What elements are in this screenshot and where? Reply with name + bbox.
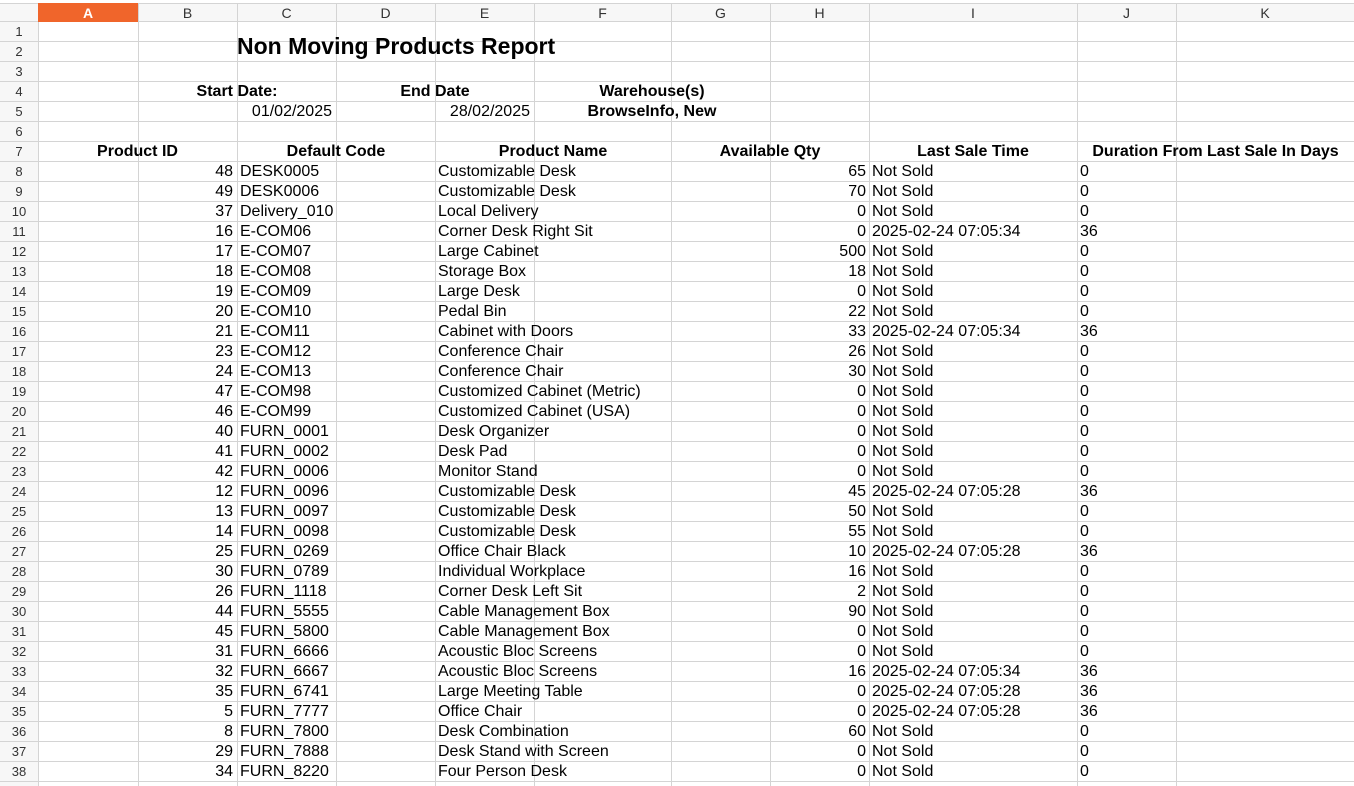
- product-id-cell[interactable]: 12: [215, 483, 233, 500]
- default-code-cell[interactable]: E-COM11: [240, 323, 310, 340]
- product-id-cell[interactable]: 49: [215, 183, 233, 200]
- header-duration-days: Duration From Last Sale In Days: [1092, 143, 1339, 160]
- available-qty-cell[interactable]: 0: [857, 403, 866, 420]
- product-id-cell[interactable]: 42: [215, 463, 233, 480]
- duration-days-cell[interactable]: 36: [1080, 543, 1098, 560]
- last-sale-time-cell[interactable]: Not Sold: [872, 403, 934, 420]
- row-header-1[interactable]: 1: [15, 24, 23, 39]
- last-sale-time-cell[interactable]: Not Sold: [872, 603, 934, 620]
- product-name-cell[interactable]: Desk Organizer: [438, 423, 550, 440]
- default-code-cell[interactable]: E-COM99: [240, 403, 312, 420]
- row-header-18[interactable]: 18: [11, 364, 27, 379]
- product-id-cell[interactable]: 13: [215, 503, 233, 520]
- row-header-11[interactable]: 11: [12, 224, 26, 239]
- default-code-cell[interactable]: FURN_0001: [240, 423, 329, 440]
- row-header-14[interactable]: 14: [11, 284, 27, 299]
- available-qty-cell[interactable]: 16: [848, 663, 866, 680]
- duration-days-cell[interactable]: 0: [1080, 743, 1089, 760]
- product-id-cell[interactable]: 41: [215, 443, 233, 460]
- available-qty-cell[interactable]: 500: [839, 243, 866, 260]
- row-header-2[interactable]: 2: [15, 44, 23, 59]
- column-header-i[interactable]: I: [971, 4, 975, 21]
- available-qty-cell[interactable]: 33: [848, 323, 866, 340]
- duration-days-cell[interactable]: 0: [1080, 283, 1089, 300]
- duration-days-cell[interactable]: 36: [1080, 683, 1098, 700]
- last-sale-time-cell[interactable]: 2025-02-24 07:05:28: [872, 543, 1021, 560]
- column-header-d[interactable]: D: [380, 4, 391, 21]
- last-sale-time-cell[interactable]: Not Sold: [872, 623, 934, 640]
- duration-days-cell[interactable]: 0: [1080, 363, 1089, 380]
- row-header-5[interactable]: 5: [15, 104, 23, 119]
- product-id-cell[interactable]: 46: [215, 403, 233, 420]
- row-header-22[interactable]: 22: [11, 444, 27, 459]
- column-header-a[interactable]: A: [38, 3, 138, 22]
- product-id-cell[interactable]: 16: [215, 223, 233, 240]
- row-header-28[interactable]: 28: [11, 564, 27, 579]
- product-id-cell[interactable]: 19: [215, 283, 233, 300]
- grid-line-horizontal: [0, 61, 1354, 62]
- duration-days-cell[interactable]: 36: [1080, 703, 1098, 720]
- default-code-cell[interactable]: FURN_0096: [240, 483, 329, 500]
- last-sale-time-cell[interactable]: Not Sold: [872, 503, 934, 520]
- product-name-cell[interactable]: Four Person Desk: [438, 763, 567, 780]
- last-sale-time-cell[interactable]: Not Sold: [872, 283, 934, 300]
- row-header-37[interactable]: 37: [11, 744, 27, 759]
- product-id-cell[interactable]: 31: [215, 643, 233, 660]
- default-code-cell[interactable]: Delivery_010: [240, 203, 334, 220]
- available-qty-cell[interactable]: 0: [857, 463, 866, 480]
- column-header-g[interactable]: G: [715, 4, 726, 21]
- product-id-cell[interactable]: 23: [215, 343, 233, 360]
- row-header-34[interactable]: 34: [11, 684, 27, 699]
- available-qty-cell[interactable]: 90: [848, 603, 866, 620]
- available-qty-cell[interactable]: 22: [848, 303, 866, 320]
- product-name-cell[interactable]: Corner Desk Left Sit: [438, 583, 583, 600]
- column-header-e[interactable]: E: [479, 4, 490, 21]
- default-code-cell[interactable]: FURN_0789: [240, 563, 329, 580]
- duration-days-cell[interactable]: 0: [1080, 383, 1089, 400]
- last-sale-time-cell[interactable]: Not Sold: [872, 383, 934, 400]
- column-header-c[interactable]: C: [281, 4, 292, 21]
- default-code-cell[interactable]: FURN_5800: [240, 623, 329, 640]
- default-code-cell[interactable]: DESK0006: [240, 183, 320, 200]
- product-id-cell[interactable]: 48: [215, 163, 233, 180]
- product-name-cell[interactable]: Desk Pad: [438, 443, 508, 460]
- header-available-qty: Available Qty: [719, 143, 821, 160]
- row-header-23[interactable]: 23: [11, 464, 27, 479]
- duration-days-cell[interactable]: 0: [1080, 403, 1089, 420]
- row-header-7[interactable]: 7: [15, 144, 23, 159]
- column-header-h[interactable]: H: [814, 4, 825, 21]
- last-sale-time-cell[interactable]: Not Sold: [872, 743, 934, 760]
- available-qty-cell[interactable]: 10: [848, 543, 866, 560]
- duration-days-cell[interactable]: 0: [1080, 163, 1089, 180]
- available-qty-cell[interactable]: 45: [848, 483, 866, 500]
- duration-days-cell[interactable]: 0: [1080, 623, 1089, 640]
- default-code-cell[interactable]: FURN_7888: [240, 743, 329, 760]
- default-code-cell[interactable]: FURN_0097: [240, 503, 329, 520]
- product-name-cell[interactable]: Desk Combination: [438, 723, 569, 740]
- default-code-cell[interactable]: E-COM07: [240, 243, 312, 260]
- product-name-cell[interactable]: Customizable Desk: [438, 183, 576, 200]
- row-header-33[interactable]: 33: [11, 664, 27, 679]
- product-id-cell[interactable]: 30: [215, 563, 233, 580]
- product-name-cell[interactable]: Large Desk: [438, 283, 520, 300]
- last-sale-time-cell[interactable]: Not Sold: [872, 723, 934, 740]
- default-code-cell[interactable]: FURN_0002: [240, 443, 329, 460]
- last-sale-time-cell[interactable]: 2025-02-24 07:05:34: [872, 323, 1021, 340]
- product-name-cell[interactable]: Corner Desk Right Sit: [438, 223, 593, 240]
- product-name-cell[interactable]: Local Delivery: [438, 203, 539, 220]
- available-qty-cell[interactable]: 2: [857, 583, 866, 600]
- last-sale-time-cell[interactable]: Not Sold: [872, 243, 934, 260]
- product-name-cell[interactable]: Office Chair Black: [438, 543, 566, 560]
- available-qty-cell[interactable]: 55: [848, 523, 866, 540]
- row-header-15[interactable]: 15: [11, 304, 27, 319]
- default-code-cell[interactable]: E-COM06: [240, 223, 312, 240]
- available-qty-cell[interactable]: 0: [857, 643, 866, 660]
- last-sale-time-cell[interactable]: Not Sold: [872, 583, 934, 600]
- duration-days-cell[interactable]: 0: [1080, 343, 1089, 360]
- product-id-cell[interactable]: 20: [215, 303, 233, 320]
- duration-days-cell[interactable]: 0: [1080, 503, 1089, 520]
- row-header-29[interactable]: 29: [11, 584, 27, 599]
- row-header-16[interactable]: 16: [11, 324, 27, 339]
- available-qty-cell[interactable]: 0: [857, 683, 866, 700]
- product-name-cell[interactable]: Conference Chair: [438, 343, 564, 360]
- available-qty-cell[interactable]: 65: [848, 163, 866, 180]
- header-product-name: Product Name: [498, 143, 608, 160]
- default-code-cell[interactable]: E-COM08: [240, 263, 312, 280]
- row-header-12[interactable]: 12: [11, 244, 27, 259]
- last-sale-time-cell[interactable]: Not Sold: [872, 183, 934, 200]
- last-sale-time-cell[interactable]: 2025-02-24 07:05:34: [872, 663, 1021, 680]
- product-id-cell[interactable]: 17: [215, 243, 233, 260]
- row-header-6[interactable]: 6: [15, 124, 23, 139]
- last-sale-time-cell[interactable]: Not Sold: [872, 523, 934, 540]
- grid-line-horizontal: [0, 41, 1354, 42]
- product-name-cell[interactable]: Acoustic Bloc Screens: [438, 663, 598, 680]
- product-name-cell[interactable]: Large Meeting Table: [438, 683, 583, 700]
- row-header-20[interactable]: 20: [11, 404, 27, 419]
- row-header-31[interactable]: 31: [11, 624, 27, 639]
- default-code-cell[interactable]: FURN_0006: [240, 463, 329, 480]
- available-qty-cell[interactable]: 26: [848, 343, 866, 360]
- default-code-cell[interactable]: DESK0005: [240, 163, 320, 180]
- product-id-cell[interactable]: 8: [224, 723, 233, 740]
- product-id-cell[interactable]: 40: [215, 423, 233, 440]
- duration-days-cell[interactable]: 36: [1080, 223, 1098, 240]
- product-name-cell[interactable]: Customizable Desk: [438, 523, 576, 540]
- last-sale-time-cell[interactable]: 2025-02-24 07:05:28: [872, 683, 1021, 700]
- product-name-cell[interactable]: Cable Management Box: [438, 603, 610, 620]
- last-sale-time-cell[interactable]: 2025-02-24 07:05:28: [872, 703, 1021, 720]
- row-header-27[interactable]: 27: [11, 544, 27, 559]
- duration-days-cell[interactable]: 0: [1080, 263, 1089, 280]
- product-id-cell[interactable]: 29: [215, 743, 233, 760]
- duration-days-cell[interactable]: 36: [1080, 483, 1098, 500]
- duration-days-cell[interactable]: 36: [1080, 323, 1098, 340]
- product-id-cell[interactable]: 32: [215, 663, 233, 680]
- product-id-cell[interactable]: 26: [215, 583, 233, 600]
- row-header-30[interactable]: 30: [11, 604, 27, 619]
- default-code-cell[interactable]: E-COM98: [240, 383, 312, 400]
- available-qty-cell[interactable]: 0: [857, 703, 866, 720]
- row-header-32[interactable]: 32: [11, 644, 27, 659]
- column-header-b[interactable]: B: [182, 4, 193, 21]
- duration-days-cell[interactable]: 36: [1080, 663, 1098, 680]
- product-id-cell[interactable]: 18: [215, 263, 233, 280]
- last-sale-time-cell[interactable]: Not Sold: [872, 363, 934, 380]
- select-all-corner[interactable]: [0, 3, 38, 22]
- duration-days-cell[interactable]: 0: [1080, 563, 1089, 580]
- report-title: Non Moving Products Report: [237, 33, 556, 59]
- duration-days-cell[interactable]: 0: [1080, 583, 1089, 600]
- last-sale-time-cell[interactable]: Not Sold: [872, 203, 934, 220]
- product-id-cell[interactable]: 24: [215, 363, 233, 380]
- available-qty-cell[interactable]: 60: [848, 723, 866, 740]
- header-last-sale-time: Last Sale Time: [917, 143, 1029, 160]
- duration-days-cell[interactable]: 0: [1080, 763, 1089, 780]
- column-header-f[interactable]: F: [598, 4, 607, 21]
- product-name-cell[interactable]: Pedal Bin: [438, 303, 507, 320]
- available-qty-cell[interactable]: 0: [857, 223, 866, 240]
- default-code-cell[interactable]: FURN_6741: [240, 683, 329, 700]
- product-id-cell[interactable]: 21: [215, 323, 233, 340]
- start-date-value: 01/02/2025: [251, 103, 332, 120]
- product-id-cell[interactable]: 35: [215, 683, 233, 700]
- product-name-cell[interactable]: Conference Chair: [438, 363, 564, 380]
- product-id-cell[interactable]: 47: [215, 383, 233, 400]
- product-name-cell[interactable]: Acoustic Bloc Screens: [438, 643, 598, 660]
- last-sale-time-cell[interactable]: Not Sold: [872, 463, 934, 480]
- product-id-cell[interactable]: 45: [215, 623, 233, 640]
- last-sale-time-cell[interactable]: Not Sold: [872, 763, 934, 780]
- last-sale-time-cell[interactable]: Not Sold: [872, 443, 934, 460]
- default-code-cell[interactable]: FURN_0098: [240, 523, 329, 540]
- product-id-cell[interactable]: 34: [215, 763, 233, 780]
- duration-days-cell[interactable]: 0: [1080, 463, 1089, 480]
- default-code-cell[interactable]: FURN_7777: [240, 703, 329, 720]
- start-date-label: Start Date:: [196, 83, 278, 100]
- default-code-cell[interactable]: FURN_7800: [240, 723, 329, 740]
- column-header-k[interactable]: K: [1260, 4, 1270, 21]
- product-name-cell[interactable]: Customizable Desk: [438, 503, 576, 520]
- available-qty-cell[interactable]: 50: [848, 503, 866, 520]
- last-sale-time-cell[interactable]: 2025-02-24 07:05:28: [872, 483, 1021, 500]
- default-code-cell[interactable]: FURN_8220: [240, 763, 329, 780]
- product-name-cell[interactable]: Monitor Stand: [438, 463, 538, 480]
- duration-days-cell[interactable]: 0: [1080, 723, 1089, 740]
- row-header-36[interactable]: 36: [11, 724, 27, 739]
- default-code-cell[interactable]: FURN_0269: [240, 543, 329, 560]
- available-qty-cell[interactable]: 0: [857, 763, 866, 780]
- last-sale-time-cell[interactable]: Not Sold: [872, 643, 934, 660]
- available-qty-cell[interactable]: 18: [848, 263, 866, 280]
- product-name-cell[interactable]: Desk Stand with Screen: [438, 743, 609, 760]
- row-header-21[interactable]: 21: [11, 424, 27, 439]
- column-header-j[interactable]: J: [1123, 4, 1130, 21]
- last-sale-time-cell[interactable]: Not Sold: [872, 343, 934, 360]
- available-qty-cell[interactable]: 0: [857, 203, 866, 220]
- last-sale-time-cell[interactable]: Not Sold: [872, 163, 934, 180]
- warehouse-value: BrowseInfo, New: [587, 103, 717, 120]
- product-name-cell[interactable]: Customized Cabinet (USA): [438, 403, 631, 420]
- last-sale-time-cell[interactable]: Not Sold: [872, 263, 934, 280]
- default-code-cell[interactable]: E-COM10: [240, 303, 312, 320]
- available-qty-cell[interactable]: 0: [857, 423, 866, 440]
- duration-days-cell[interactable]: 0: [1080, 423, 1089, 440]
- default-code-cell[interactable]: FURN_6666: [240, 643, 329, 660]
- header-default-code: Default Code: [286, 143, 386, 160]
- row-header-8[interactable]: 8: [15, 164, 23, 179]
- row-header-35[interactable]: 35: [11, 704, 27, 719]
- header-product-id: Product ID: [97, 143, 178, 160]
- available-qty-cell[interactable]: 0: [857, 443, 866, 460]
- row-header-10[interactable]: 10: [11, 204, 27, 219]
- available-qty-cell[interactable]: 70: [848, 183, 866, 200]
- default-code-cell[interactable]: E-COM12: [240, 343, 312, 360]
- row-header-19[interactable]: 19: [11, 384, 27, 399]
- product-name-cell[interactable]: Individual Workplace: [438, 563, 586, 580]
- duration-days-cell[interactable]: 0: [1080, 443, 1089, 460]
- end-date-value: 28/02/2025: [449, 103, 530, 120]
- row-header-3[interactable]: 3: [15, 64, 23, 79]
- last-sale-time-cell[interactable]: Not Sold: [872, 563, 934, 580]
- product-name-cell[interactable]: Customized Cabinet (Metric): [438, 383, 641, 400]
- product-name-cell[interactable]: Storage Box: [438, 263, 527, 280]
- product-name-cell[interactable]: Customizable Desk: [438, 483, 576, 500]
- duration-days-cell[interactable]: 0: [1080, 243, 1089, 260]
- row-header-9[interactable]: 9: [15, 184, 23, 199]
- row-header-25[interactable]: 25: [11, 504, 27, 519]
- product-name-cell[interactable]: Office Chair: [438, 703, 523, 720]
- row-header-38[interactable]: 38: [11, 764, 27, 779]
- product-name-cell[interactable]: Cable Management Box: [438, 623, 610, 640]
- product-id-cell[interactable]: 44: [215, 603, 233, 620]
- product-name-cell[interactable]: Large Cabinet: [438, 243, 539, 260]
- duration-days-cell[interactable]: 0: [1080, 523, 1089, 540]
- duration-days-cell[interactable]: 0: [1080, 183, 1089, 200]
- row-header-26[interactable]: 26: [11, 524, 27, 539]
- product-id-cell[interactable]: 25: [215, 543, 233, 560]
- product-name-cell[interactable]: Cabinet with Doors: [438, 323, 574, 340]
- row-header-17[interactable]: 17: [11, 344, 27, 359]
- product-id-cell[interactable]: 37: [215, 203, 233, 220]
- available-qty-cell[interactable]: 0: [857, 743, 866, 760]
- end-date-label: End Date: [400, 83, 470, 100]
- available-qty-cell[interactable]: 0: [857, 623, 866, 640]
- last-sale-time-cell[interactable]: 2025-02-24 07:05:34: [872, 223, 1021, 240]
- available-qty-cell[interactable]: 16: [848, 563, 866, 580]
- warehouse-label: Warehouse(s): [599, 83, 705, 100]
- default-code-cell[interactable]: FURN_5555: [240, 603, 329, 620]
- product-id-cell[interactable]: 14: [215, 523, 233, 540]
- default-code-cell[interactable]: FURN_1118: [240, 583, 327, 600]
- row-header-13[interactable]: 13: [11, 264, 27, 279]
- default-code-cell[interactable]: E-COM13: [240, 363, 312, 380]
- duration-days-cell[interactable]: 0: [1080, 203, 1089, 220]
- available-qty-cell[interactable]: 0: [857, 283, 866, 300]
- product-name-cell[interactable]: Customizable Desk: [438, 163, 576, 180]
- last-sale-time-cell[interactable]: Not Sold: [872, 303, 934, 320]
- duration-days-cell[interactable]: 0: [1080, 303, 1089, 320]
- row-header-24[interactable]: 24: [11, 484, 27, 499]
- default-code-cell[interactable]: FURN_6667: [240, 663, 329, 680]
- product-id-cell[interactable]: 5: [224, 703, 233, 720]
- last-sale-time-cell[interactable]: Not Sold: [872, 423, 934, 440]
- row-header-4[interactable]: 4: [15, 84, 23, 99]
- duration-days-cell[interactable]: 0: [1080, 603, 1089, 620]
- default-code-cell[interactable]: E-COM09: [240, 283, 312, 300]
- available-qty-cell[interactable]: 0: [857, 383, 866, 400]
- available-qty-cell[interactable]: 30: [848, 363, 866, 380]
- duration-days-cell[interactable]: 0: [1080, 643, 1089, 660]
